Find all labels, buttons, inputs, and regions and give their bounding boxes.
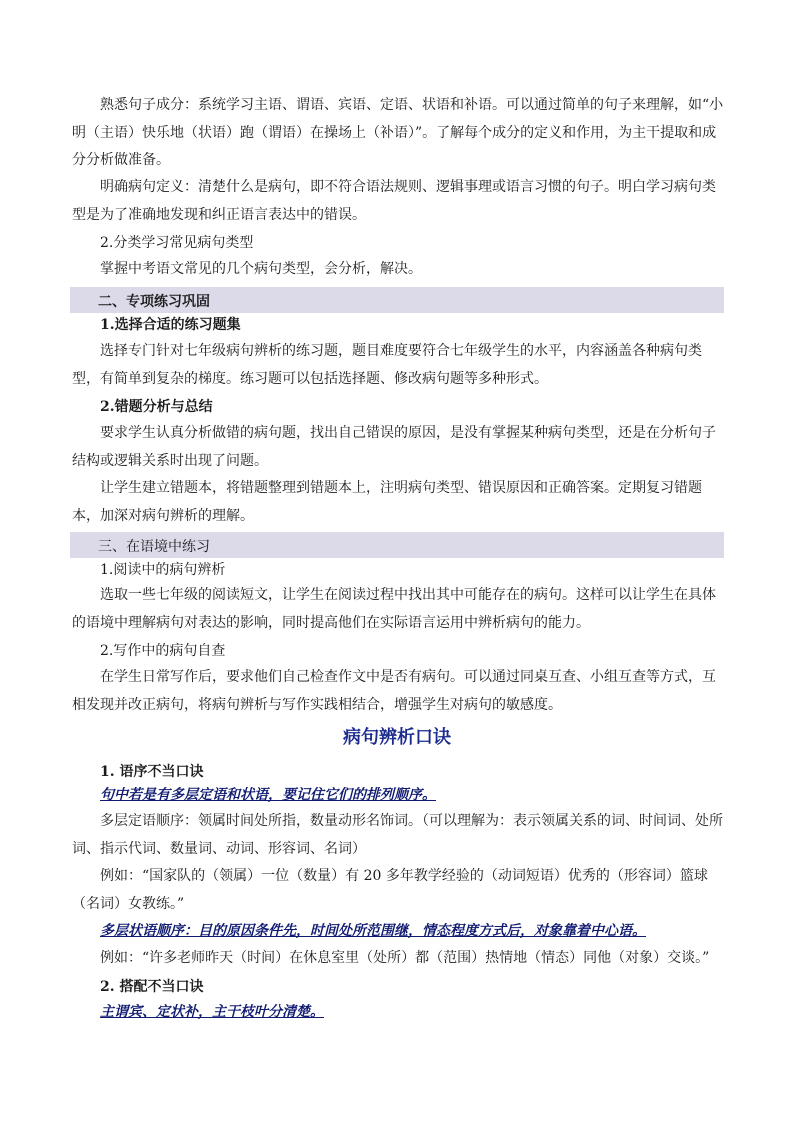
subheading-word-order: 1. 语序不当口诀 bbox=[100, 764, 204, 780]
subheading-choose-exercises: 1.选择合适的练习题集 bbox=[100, 317, 241, 333]
paragraph-adverbial-example: 例如：“许多老师昨天（时间）在休息室里（处所）都（范围）热情地（情态）同他（对象）交谈。” bbox=[100, 950, 710, 966]
section-heading-context: 三、在语境中练习 bbox=[98, 539, 210, 555]
subheading-reading: 1.阅读中的病句辨析 bbox=[100, 562, 226, 578]
paragraph-attributive-order: 多层定语顺序：领属时间处所指，数量动形名饰词。（可以理解为：表示领属关系的词、时间词、处所词、指示代词、数量词、动词、形容词、名词） bbox=[72, 813, 723, 857]
rule-adverbial-order: 多层状语顺序：目的原因条件先，时间处所范围继，情态程度方式后，对象靠着中心语。 bbox=[100, 923, 646, 939]
paragraph-attributive-example: 例如：“国家队的（领属）一位（数量）有 20 多年教学经验的（动词短语）优秀的（形容词）篮球（名词）女教练。” bbox=[72, 868, 708, 912]
subheading-classify-types: 2.分类学习常见病句类型 bbox=[100, 235, 254, 251]
subheading-error-analysis: 2.错题分析与总结 bbox=[100, 399, 213, 415]
section-heading-band bbox=[70, 532, 724, 558]
subheading-collocation: 2. 搭配不当口诀 bbox=[100, 979, 204, 995]
paragraph-error-notebook: 让学生建立错题本，将错题整理到错题本上，注明病句类型、错误原因和正确答案。定期复习错题本，加深对病句辨析的理解。 bbox=[72, 480, 702, 524]
paragraph-writing-check: 在学生日常写作后，要求他们自己检查作文中是否有病句。可以通过同桌互查、小组互查等方式，互相发现并改正病句，将病句辨析与写作实践相结合，增强学生对病句的敏感度。 bbox=[72, 669, 716, 713]
page-title: 病句辨析口诀 bbox=[343, 727, 451, 748]
paragraph-error-analysis: 要求学生认真分析做错的病句题，找出自己错误的原因，是没有掌握某种病句类型，还是在分析句子结构或逻辑关系时出现了问题。 bbox=[72, 425, 716, 469]
paragraph-sentence-components: 熟悉句子成分：系统学习主语、谓语、宾语、定语、状语和补语。可以通过简单的句子来理解，如“小明（主语）快乐地（状语）跑（谓语）在操场上（补语）”。了解每个成分的定义和作用，为主干提取和成分分析做准备。 bbox=[72, 97, 724, 168]
paragraph-reading-practice: 选取一些七年级的阅读短文，让学生在阅读过程中找出其中可能存在的病句。这样可以让学生在具体的语境中理解病句对表达的影响，同时提高他们在实际语言运用中辨析病句的能力。 bbox=[72, 587, 716, 631]
paragraph-sick-sentence-definition: 明确病句定义：清楚什么是病句，即不符合语法规则、逻辑事理或语言习惯的句子。明白学习病句类型是为了准确地发现和纠正语言表达中的错误。 bbox=[72, 179, 716, 223]
paragraph-master-types: 掌握中考语文常见的几个病句类型，会分析，解决。 bbox=[100, 261, 422, 277]
section-heading-band bbox=[70, 287, 724, 313]
paragraph-exercise-selection: 选择专门针对七年级病句辨析的练习题，题目难度要符合七年级学生的水平，内容涵盖各种病句类型，有简单到复杂的梯度。练习题可以包括选择题、修改病句题等多种形式。 bbox=[72, 343, 702, 387]
section-heading-practice: 二、专项练习巩固 bbox=[98, 294, 210, 310]
rule-collocation: 主谓宾、定状补，主干枝叶分清楚。 bbox=[100, 1004, 324, 1020]
subheading-writing: 2.写作中的病句自查 bbox=[100, 643, 226, 659]
rule-word-order: 句中若是有多层定语和状语，要记住它们的排列顺序。 bbox=[100, 787, 436, 803]
